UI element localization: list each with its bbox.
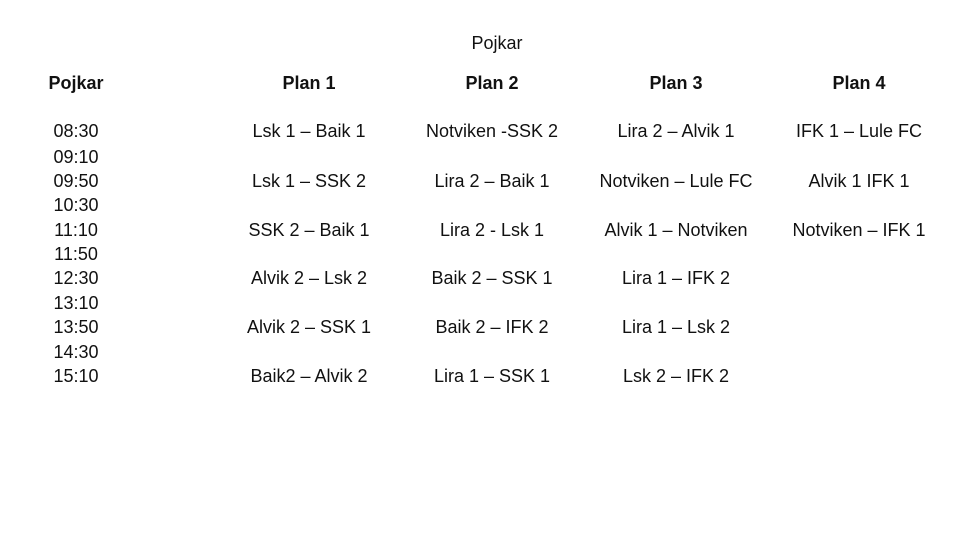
schedule-row [0,364,960,388]
header-plan-2: Plan 2 [465,73,519,93]
header-plan-1: Plan 1 [282,73,336,93]
match-cell-plan-2: Baik 2 – SSK 1 [431,268,553,288]
schedule-row [0,145,960,169]
time-cell: 13:50 [53,317,99,337]
schedule-row [0,193,960,217]
match-cell-plan-3: Lira 2 – Alvik 1 [617,121,735,141]
time-cell: 10:30 [53,195,99,215]
header-row [0,70,960,96]
match-cell-plan-4: Notviken – IFK 1 [792,220,926,240]
match-cell-plan-2: Notviken -SSK 2 [425,121,559,141]
time-cell: 11:10 [54,220,98,240]
match-cell-plan-2: Lira 2 – Baik 1 [434,171,550,191]
time-cell: 13:10 [53,293,99,313]
time-cell: 14:30 [53,342,99,362]
schedule-row [0,266,960,290]
time-cell: 09:50 [53,171,99,191]
header-group-pojkar: Pojkar [48,73,104,93]
match-cell-plan-3: Alvik 1 – Notviken [604,220,748,240]
match-cell-plan-3: Lsk 2 – IFK 2 [622,366,730,386]
match-cell-plan-1: Lsk 1 – SSK 2 [251,171,367,191]
match-cell-plan-1: Baik2 – Alvik 2 [250,366,368,386]
schedule-row [0,169,960,193]
schedule-row [0,291,960,315]
match-schedule-table [0,70,960,386]
match-cell-plan-1: SSK 2 – Baik 1 [248,220,370,240]
match-cell-plan-3: Notviken – Lule FC [599,171,753,191]
schedule-row [0,340,960,364]
match-cell-plan-2: Lira 2 - Lsk 1 [439,220,545,240]
time-cell: 08:30 [53,121,99,141]
document-title: Pojkar [471,33,523,53]
time-cell: 11:50 [54,244,98,264]
match-cell-plan-4: IFK 1 – Lule FC [795,121,923,141]
schedule-row [0,218,960,242]
match-cell-plan-1: Lsk 1 – Baik 1 [252,121,366,141]
match-cell-plan-1: Alvik 2 – Lsk 2 [250,268,368,288]
match-cell-plan-1: Alvik 2 – SSK 1 [246,317,372,337]
time-cell: 12:30 [53,268,99,288]
match-cell-plan-3: Lira 1 – IFK 2 [621,268,731,288]
time-cell: 15:10 [53,366,99,386]
schedule-row [0,119,960,143]
schedule-row [0,315,960,339]
header-plan-4: Plan 4 [832,73,886,93]
schedule-row [0,242,960,266]
match-cell-plan-4: Alvik 1 IFK 1 [808,171,910,191]
match-cell-plan-2: Lira 1 – SSK 1 [433,366,551,386]
time-cell: 09:10 [53,147,99,167]
header-plan-3: Plan 3 [649,73,703,93]
match-cell-plan-3: Lira 1 – Lsk 2 [621,317,731,337]
match-cell-plan-2: Baik 2 – IFK 2 [435,317,549,337]
